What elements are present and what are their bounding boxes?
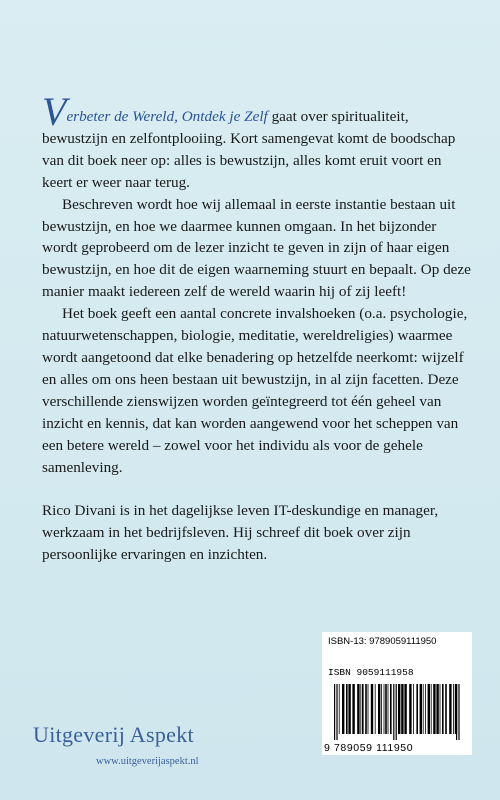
publisher-website: www.uitgeverijaspekt.nl — [96, 756, 199, 767]
blurb-paragraph-2: Beschreven wordt hoe wij allemaal in eerste instantie bestaan uit bewustzijn, en hoe we daarmee kunnen omgaan. In het bijzonder wordt geprobeerd om de lezer inzicht te geven in zijn of haar eigen bewustzijn, en hoe dit de eigen waarneming stuurt en bepaalt. Op deze manier maakt iedereen zelf de wereld waarin hij of zij leeft! — [42, 195, 471, 301]
drop-cap: V — [42, 89, 67, 134]
barcode-label — [322, 632, 472, 755]
blurb-paragraph-3: Het boek geeft een aantal concrete invalshoeken (o.a. psychologie, natuurwetenschappen, biologie, meditatie, wereldreligies) waarmee wordt aangetoond dat elke benadering op hetzelfde neerkomt: wijzelf en alles om ons heen bestaan uit bewustzijn, in al zijn facetten. Deze verschillende zienswijzen worden geïntegreerd tot één geheel van inzicht en kennis, dat kan worden aangewend voor het scheppen van een betere wereld – zowel voor het individu als voor de gehele samenleving. — [42, 305, 468, 476]
isbn10-text: ISBN 9059111958 — [328, 667, 414, 678]
blurb-paragraph-1-text: gaat over spiritualiteit, bewustzijn en zelfontplooiing. Kort samengevat komt de boodschap van dit boek neer op: alles is bewustzijn, alles komt eruit voort en keert er weer naar terug. — [42, 108, 456, 191]
publisher-name: Uitgeverij Aspekt — [33, 722, 194, 747]
barcode-digits: 9 789059 111950 — [324, 742, 414, 754]
book-title-inline: erbeter de Wereld, Ontdek je Zelf — [66, 108, 268, 125]
author-bio: Rico Divani is in het dagelijkse leven IT-deskundige en manager, werkzaam in het bedrijfsleven. Hij schreef dit boek over zijn persoonlijke ervaringen en inzichten. — [42, 502, 439, 564]
blurb-paragraph-1 — [42, 89, 472, 194]
isbn13-text: ISBN-13: 9789059111950 — [328, 636, 437, 647]
blurb-text — [42, 89, 472, 566]
barcode-icon — [326, 684, 468, 740]
